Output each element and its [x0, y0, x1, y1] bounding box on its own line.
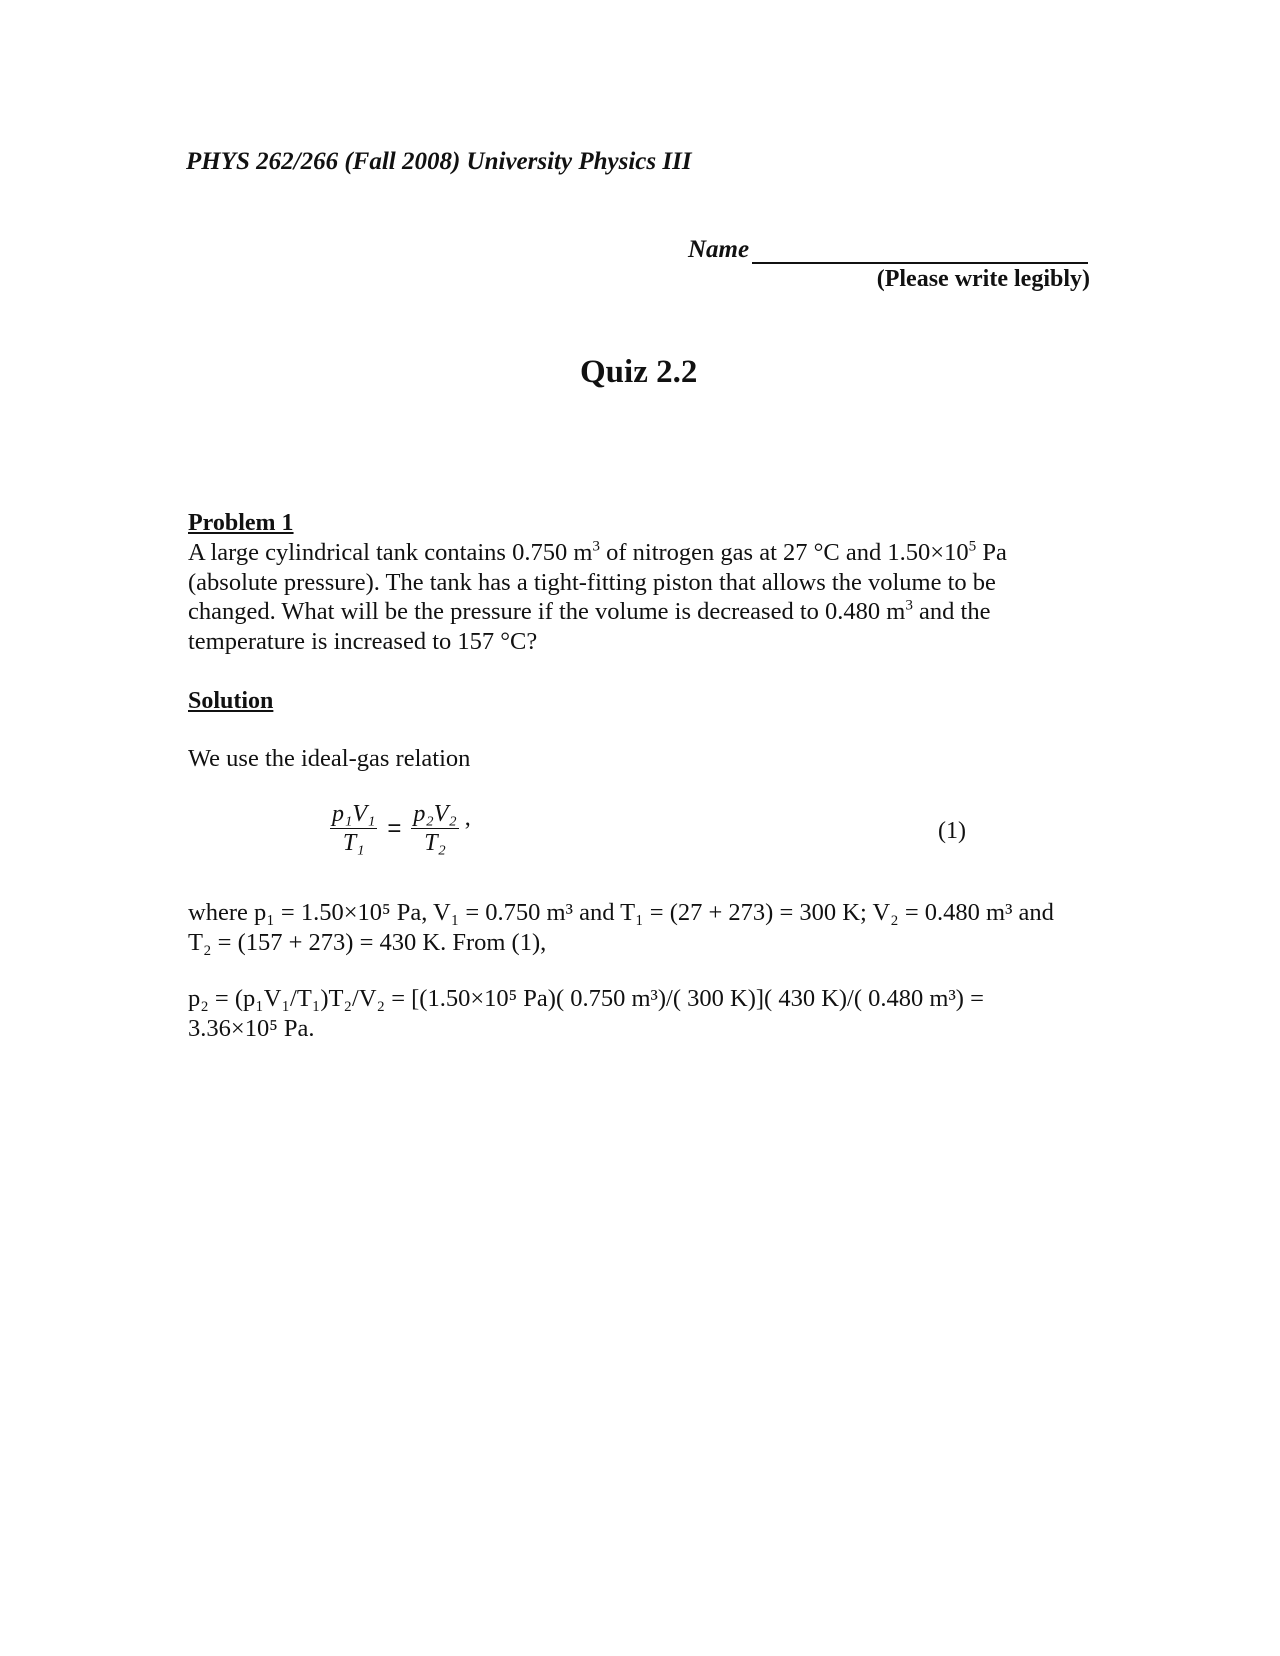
ideal-gas-equation: [330, 800, 471, 857]
where-clause: [188, 898, 1054, 957]
legibly-note: (Please write legibly): [876, 266, 1090, 292]
problem-heading: Problem 1: [188, 510, 294, 536]
problem-line: A large cylindrical tank contains 0.750 $m^3$ of nitrogen gas at 27 °C and $1.50\times 10^5$ Pa: [188, 537, 1007, 566]
equation-comma: ,: [464, 805, 471, 831]
lhs-fraction: [330, 800, 377, 857]
equation-number: (1): [938, 818, 966, 844]
rhs-fraction: [411, 800, 458, 857]
rhs-denominator: T₂: [424, 830, 446, 856]
equals-sign: =: [387, 814, 402, 842]
solution-heading: Solution: [188, 688, 274, 714]
where-line: where p₁ = 1.50×10⁵ Pa, V₁ = 0.750 m³ and T₁ = (27 + 273) = 300 K; V₂ = 0.480 m³ and: [188, 899, 1054, 926]
problem-line: (absolute pressure). The tank has a tight-fitting piston that allows the volume to be: [188, 568, 996, 596]
problem-statement: [188, 538, 1007, 656]
name-blank-line: [752, 262, 1088, 264]
problem-line: changed. What will be the pressure if the volume is decreased to 0.480 $m^3$ and the: [188, 596, 991, 625]
name-label: Name: [688, 236, 750, 263]
lhs-numerator: p₁V₁: [332, 801, 376, 827]
result-line: p₂ = (p₁V₁/T₁)T₂/V₂ = [(1.50×10⁵ Pa)( 0.750 m³)/( 300 K)]( 430 K)/( 0.480 m³) =: [188, 985, 984, 1012]
lhs-denominator: T₁: [342, 830, 365, 856]
quiz-title: Quiz 2.2: [580, 354, 698, 390]
result-line: 3.36×10⁵ Pa.: [188, 1014, 315, 1042]
result-calculation: [188, 984, 984, 1043]
where-line: T₂ = (157 + 273) = 430 K. From (1),: [188, 928, 547, 956]
solution-intro: We use the ideal-gas relation: [188, 745, 471, 772]
problem-line: temperature is increased to 157 °C?: [188, 627, 538, 655]
rhs-numerator: p₂V₂: [413, 801, 457, 827]
course-title: PHYS 262/266 (Fall 2008) University Physics III: [186, 148, 692, 175]
